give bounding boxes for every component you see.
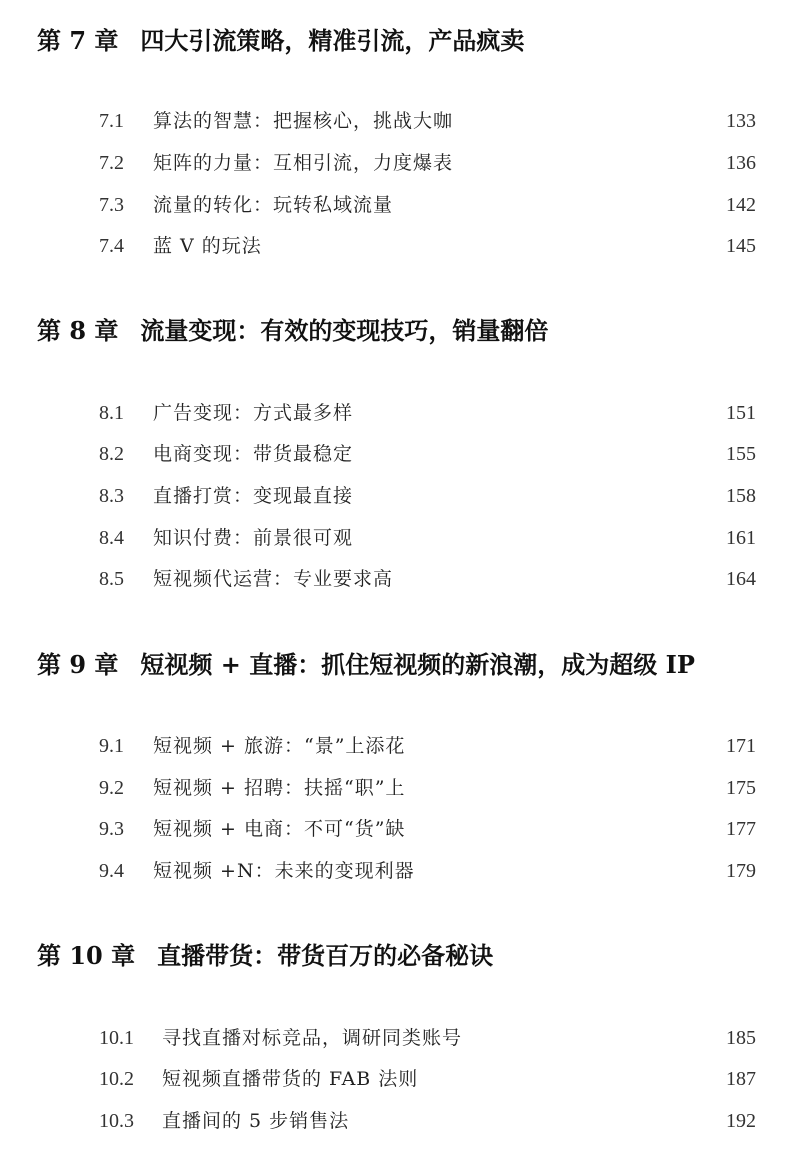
section-title: 蓝 V 的玩法 [153, 235, 262, 257]
section-number: 7.4 [99, 235, 124, 257]
section-title: 寻找直播对标竞品，调研同类账号 [162, 1027, 463, 1049]
page-number: 179 [726, 860, 756, 882]
page-number: 151 [726, 402, 756, 424]
section-title: 知识付费：前景很可观 [153, 527, 354, 549]
chapter-title: 短视频 + 直播：抓住短视频的新浪潮，成为超级 IP [140, 650, 695, 679]
toc-entry[interactable] [0, 773, 790, 803]
toc-entry[interactable] [0, 398, 790, 428]
page-number: 155 [726, 443, 756, 465]
section-title: 直播打赏：变现最直接 [153, 485, 354, 507]
page-number: 185 [726, 1027, 756, 1049]
section-title: 矩阵的力量：互相引流，力度爆表 [153, 152, 454, 174]
toc-entry[interactable] [0, 439, 790, 469]
toc-entry[interactable] [0, 106, 790, 136]
section-number: 7.3 [99, 194, 124, 216]
page-number: 175 [726, 777, 756, 799]
section-number: 8.5 [99, 568, 124, 590]
section-number: 9.3 [99, 818, 124, 840]
section-number: 8.3 [99, 485, 124, 507]
toc-entry[interactable] [0, 231, 790, 261]
chapter-number: 第 9 章 [37, 650, 119, 679]
page-number: 136 [726, 152, 756, 174]
page-number: 158 [726, 485, 756, 507]
page-number: 192 [726, 1110, 756, 1132]
section-number: 10.1 [99, 1027, 134, 1049]
section-title: 电商变现：带货最稳定 [153, 443, 354, 465]
section-number: 10.3 [99, 1110, 134, 1132]
section-number: 9.2 [99, 777, 124, 799]
section-title: 流量的转化：玩转私域流量 [153, 194, 394, 216]
section-title: 短视频直播带货的 FAB 法则 [162, 1068, 419, 1090]
chapter-number: 第 7 章 [37, 26, 119, 55]
page-number: 171 [726, 735, 756, 757]
chapter-number: 第 10 章 [37, 941, 136, 970]
page-number: 187 [726, 1068, 756, 1090]
chapter-heading-7 [37, 25, 524, 57]
section-title: 短视频 + 电商：不可“货”缺 [153, 818, 406, 840]
toc-entry[interactable] [0, 814, 790, 844]
toc-entry[interactable] [0, 1023, 790, 1053]
section-title: 直播间的 5 步销售法 [162, 1110, 350, 1132]
chapter-title: 直播带货：带货百万的必备秘诀 [157, 941, 494, 970]
page-number: 177 [726, 818, 756, 840]
page-number: 133 [726, 110, 756, 132]
section-number: 8.4 [99, 527, 124, 549]
chapter-heading-9 [37, 649, 695, 681]
toc-entry[interactable] [0, 1064, 790, 1094]
page-number: 164 [726, 568, 756, 590]
section-title: 短视频 + 招聘：扶摇“职”上 [153, 777, 406, 799]
section-number: 10.2 [99, 1068, 134, 1090]
chapter-number: 第 8 章 [37, 316, 119, 345]
toc-entry[interactable] [0, 523, 790, 553]
page-number: 161 [726, 527, 756, 549]
section-title: 算法的智慧：把握核心，挑战大咖 [153, 110, 454, 132]
page-number: 142 [726, 194, 756, 216]
chapter-heading-10 [37, 940, 493, 972]
section-number: 7.1 [99, 110, 124, 132]
chapter-title: 流量变现：有效的变现技巧，销量翻倍 [140, 316, 549, 345]
page-number: 145 [726, 235, 756, 257]
toc-entry[interactable] [0, 564, 790, 594]
toc-entry[interactable] [0, 190, 790, 220]
toc-entry[interactable] [0, 856, 790, 886]
section-number: 9.4 [99, 860, 124, 882]
section-title: 广告变现：方式最多样 [153, 402, 354, 424]
section-number: 8.2 [99, 443, 124, 465]
toc-entry[interactable] [0, 148, 790, 178]
toc-entry[interactable] [0, 1106, 790, 1136]
toc-entry[interactable] [0, 481, 790, 511]
section-title: 短视频代运营：专业要求高 [153, 568, 394, 590]
section-title: 短视频 + 旅游：“景”上添花 [153, 735, 406, 757]
toc-entry[interactable] [0, 731, 790, 761]
chapter-title: 四大引流策略，精准引流，产品疯卖 [140, 26, 525, 55]
section-number: 9.1 [99, 735, 124, 757]
section-number: 8.1 [99, 402, 124, 424]
section-number: 7.2 [99, 152, 124, 174]
section-title: 短视频 +N：未来的变现利器 [153, 860, 415, 882]
chapter-heading-8 [37, 315, 548, 347]
